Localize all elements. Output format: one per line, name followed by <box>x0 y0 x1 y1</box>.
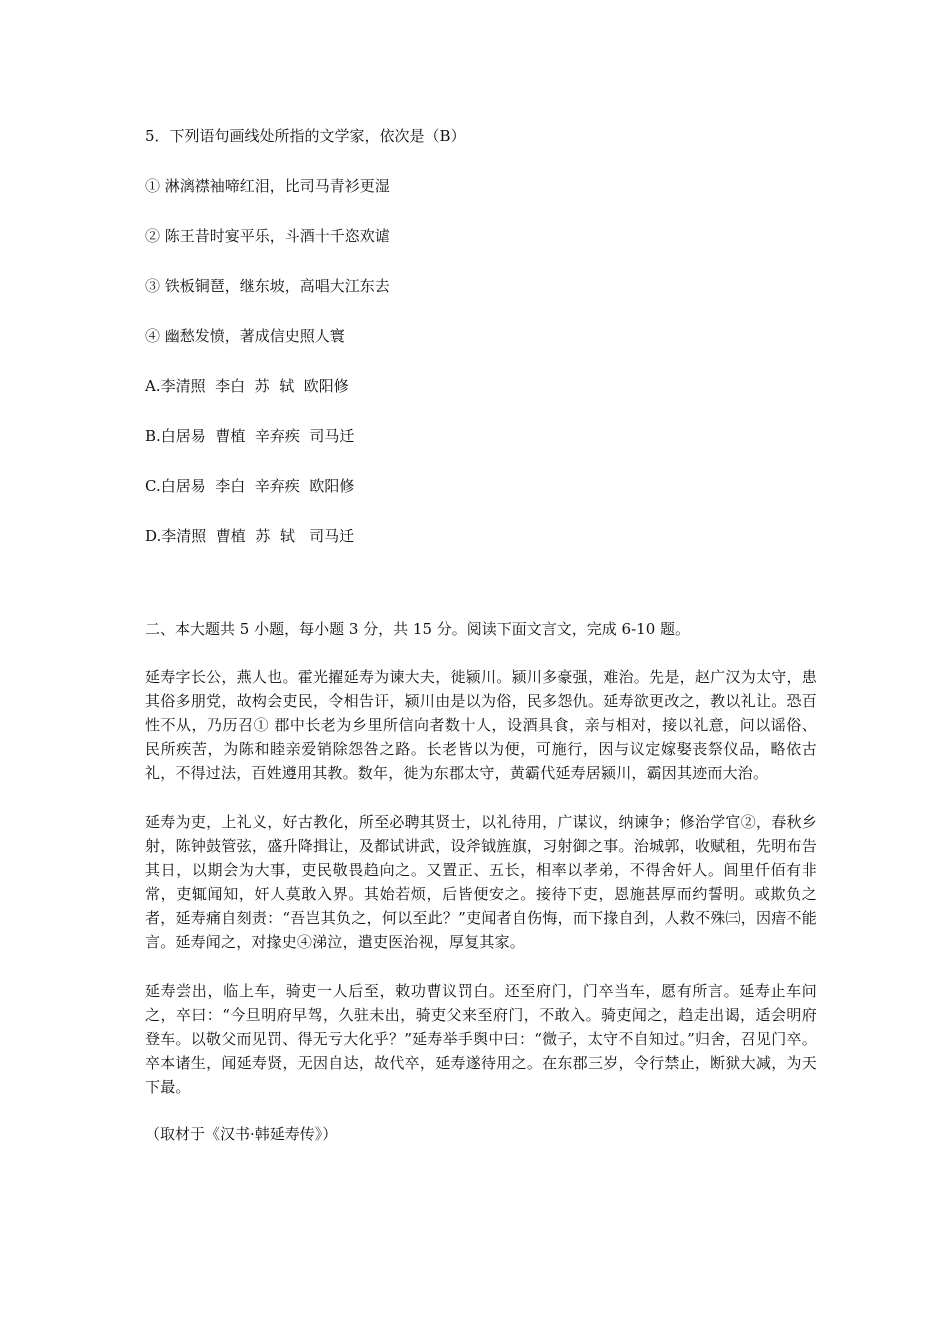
quote-item-1: ① 淋漓襟袖啼红泪，比司马青衫更湿 <box>145 177 390 195</box>
quote-item-2: ② 陈王昔时宴平乐，斗酒十千恣欢谑 <box>145 227 390 245</box>
option-c: C.白居易 李白 辛弃疾 欧阳修 <box>145 477 355 495</box>
option-a: A.李清照 李白 苏 轼 欧阳修 <box>145 377 349 395</box>
option-b: B.白居易 曹植 辛弃疾 司马迁 <box>145 427 355 445</box>
passage-paragraph-2: 延寿为吏，上礼义，好古教化，所至必聘其贤士，以礼待用，广谋议，纳谏争；修治学官②，春秋乡射，陈钟鼓管弦，盛升降揖让，及都试讲武，设斧钺旌旗，习射御之事。治城郭，收赋租，先明布告其日，以期会为大事，吏民敬畏趋向之。又置正、五长，相率以孝弟，不得舍奸人。闾里仟佰有非常，吏辄闻知，奸人莫敢入界。其始若烦，后皆便安之。接待下吏，恩施甚厚而约誓明。或欺负之者，延寿痛自刻责：“吾岂其负之，何以至此？”吏闻者自伤悔，而下掾自刭，人救不殊㈢，因瘖不能言。延寿闻之，对掾史④涕泣，遣吏医治视，厚复其家。 <box>145 813 817 951</box>
passage-source: （取材于《汉书·韩延寿传》） <box>145 1125 338 1143</box>
passage-paragraph-1: 延寿字长公，燕人也。霍光擢延寿为谏大夫，徙颍川。颍川多豪强，难治。先是，赵广汉为太守，患其俗多朋党，故构会吏民，令相告讦，颍川由是以为俗，民多怨仇。延寿欲更改之，教以礼让。恐百性不从，乃历召① 郡中长老为乡里所信向者数十人，设酒具食，亲与相对，接以礼意，问以谣俗、民所疾苦，为陈和睦亲爱销除怨咎之路。长老皆以为便，可施行，因与议定嫁娶丧祭仪品，略依古礼，不得过法，百姓遵用其教。数年，徙为东郡太守，黄霸代延寿居颍川，霸因其迹而大治。 <box>145 668 817 782</box>
quote-item-4: ④ 幽愁发愤，著成信史照人寰 <box>145 327 345 345</box>
section-2-title: 二、本大题共 5 小题，每小题 3 分，共 15 分。阅读下面文言文，完成 6-10 题。 <box>145 620 691 638</box>
quote-item-3: ③ 铁板铜琶，继东坡，高唱大江东去 <box>145 277 390 295</box>
question-5-stem: 5．下列语句画线处所指的文学家，依次是（B） <box>145 127 466 145</box>
passage-paragraph-3: 延寿尝出，临上车，骑吏一人后至，敕功曹议罚白。还至府门，门卒当车，愿有所言。延寿止车问之，卒曰：“今旦明府早驾，久驻未出，骑吏父来至府门，不敢入。骑吏闻之，趋走出谒，适会明府登车。以敬父而见罚、得无亏大化乎？”延寿举手舆中曰：“微子，太守不自知过。”归舍，召见门卒。卒本诸生，闻延寿贤，无因自达，故代卒，延寿遂待用之。在东郡三岁，令行禁止，断狱大减，为天下最。 <box>145 982 817 1096</box>
option-d: D.李清照 曹植 苏 轼 司马迁 <box>145 527 355 545</box>
document-page <box>145 126 817 1145</box>
